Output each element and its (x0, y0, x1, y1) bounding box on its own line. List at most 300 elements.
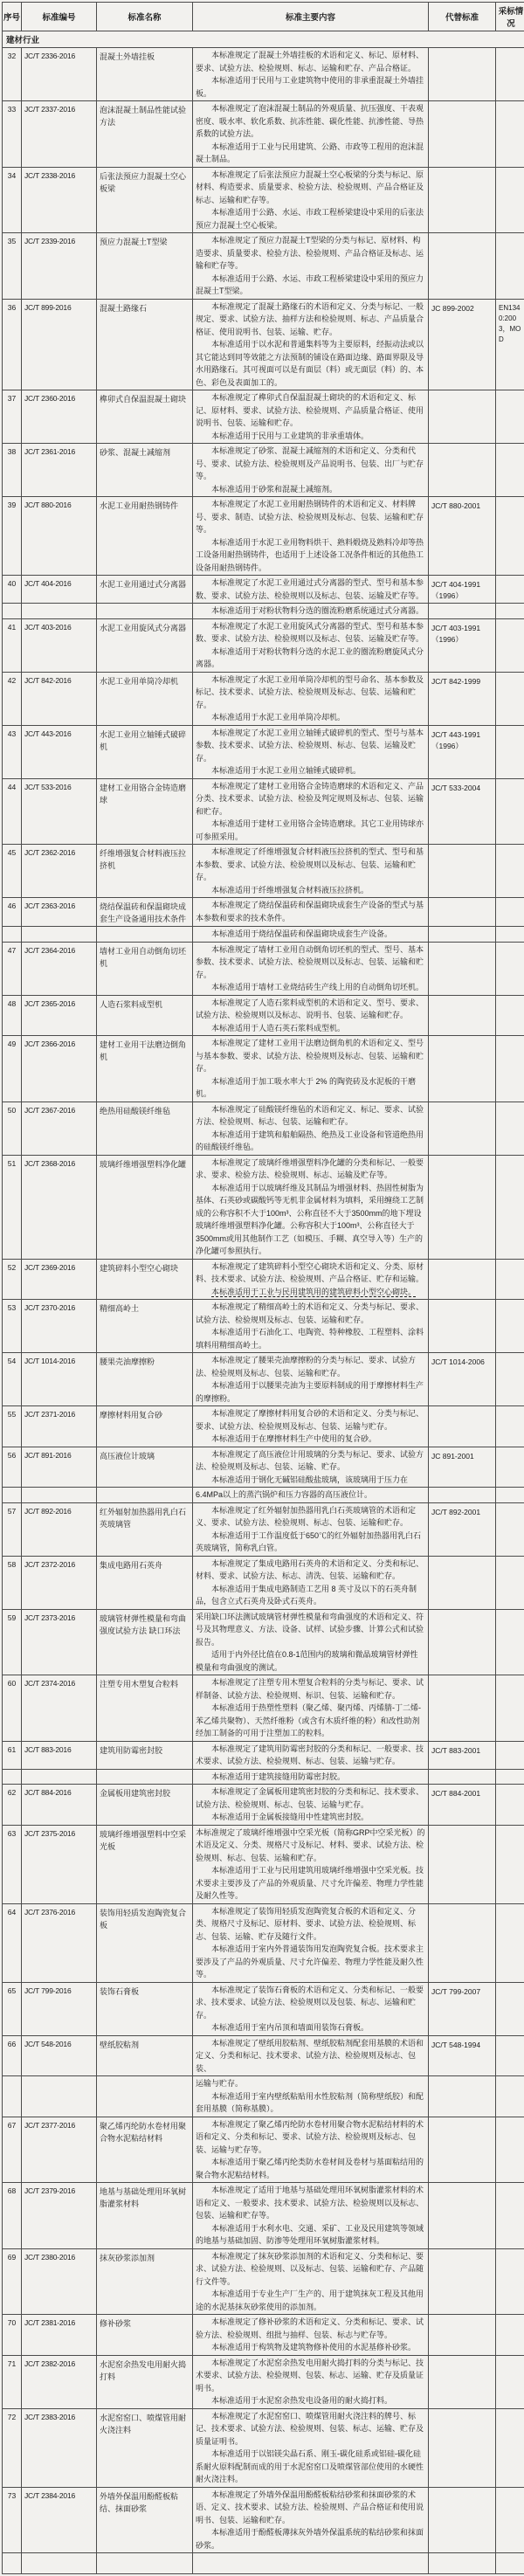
cell-seq: 60 (3, 1675, 22, 1742)
cell-standard-content (193, 1903, 429, 1982)
content-paragraph: 本标准适用于水泥工业用单筒冷却机。 (196, 711, 425, 724)
cell-standard-name: 水泥工业用旋风式分离器 (97, 618, 193, 672)
table-row (3, 2248, 524, 2315)
cell-seq: 51 (3, 1155, 22, 1259)
cell-standard-content (193, 1825, 429, 1903)
cell-standard-content (193, 2076, 429, 2117)
cell-standard-content (193, 1556, 429, 1609)
table-row-continuation (3, 927, 524, 943)
content-paragraph: 本标准规定了红外辐射加热器用乳白石英玻璃管的术语和定义、要求、试验方法、检验规则、标志、包装、运输和贮存。 (196, 1504, 425, 1530)
cell-adoption-status (496, 444, 524, 497)
content-paragraph: 本标准适用于在摩擦材料生产中使用的复合砂。 (196, 1433, 425, 1446)
column-header-replaced: 代替标准 (429, 3, 496, 31)
cell-replaced-standard: JC/T 799-2007 (429, 1982, 496, 2035)
table-row (3, 299, 524, 390)
cell-standard-content (193, 299, 429, 390)
content-paragraph: 本标准适用于工业与民用建筑用的建筑碎料小型空心砌块。 (196, 1286, 425, 1299)
table-row (3, 1982, 524, 2035)
content-paragraph: 本标准规定了金属板用建筑密封胶的分类和标记、技术要求、试验方法、检验规则、标志、包装、运输与贮存。 (196, 1785, 425, 1811)
cell-replaced-standard (429, 1488, 496, 1503)
cell-standard-number: JC/T 404-2016 (22, 576, 97, 604)
content-paragraph: 本标准规定了腰果壳油摩擦粉的分类与标记、要求、试验方法、检验规则及标志、包装、运输和贮存。 (196, 1354, 425, 1379)
content-paragraph: 本标准适用于对粉状物料分选的水泥工业的圈流粉磨旋风式分离器。 (196, 646, 425, 671)
cell-standard-name (97, 1488, 193, 1503)
cell-replaced-standard (429, 2117, 496, 2183)
cell-seq: 49 (3, 1036, 22, 1102)
content-paragraph: 本标准规定了建材工业用干法磨边倒角机的术语和定义、型号与基本参数、要求、试验方法、检验规则及标志、包装、运输和贮存。 (196, 1037, 425, 1075)
content-paragraph: 本标准适用于专业生产厂生产的、用于建筑抹灰工程及其他用途的水泥基抹灰砂浆使用的添加剂。 (196, 2288, 425, 2313)
cell-standard-name: 泡沫混凝土制品性能试验方法 (97, 101, 193, 168)
cell-standard-content (193, 48, 429, 101)
content-paragraph: 本标准规定了水泥工业用旋风式分离器的型式、型号和基本参数、要求、试验方法、检验规则以及标志、包装、运输及贮存等。 (196, 620, 425, 646)
table-row (3, 2487, 524, 2553)
content-paragraph: 本标准规定了外墙外保温用酚醛板粘结砂浆和抹面砂浆的术语、定义、技术要求、试验方法、检验规则、产品合格证和使用说明书、包装、运输和贮存。 (196, 2489, 425, 2527)
content-paragraph: 本标准规定了建筑碎料小型空心砌块术语和定义、分类、原材料、技术要求、试验方法、检验规则、产品合格证、贮存和运输。 (196, 1260, 425, 1286)
content-paragraph: 本标准规定了适用于地基与基础处理用环氧树脂灌浆材料的术语和定义、一般要求、技术要求、试验方法、检验规则以及标志、包装、运输和贮存等。 (196, 2184, 425, 2222)
cell-standard-content (193, 167, 429, 233)
cell-adoption-status (496, 2355, 524, 2408)
table-row (3, 1406, 524, 1447)
cell-standard-number: JC/T 2380-2016 (22, 2248, 97, 2315)
cell-adoption-status (496, 1825, 524, 1903)
cell-standard-content (193, 497, 429, 576)
table-row (3, 725, 524, 778)
cell-standard-content (193, 576, 429, 604)
cell-seq: 68 (3, 2183, 22, 2249)
table-row (3, 2315, 524, 2356)
cell-standard-name: 砂浆、混凝土减缩剂 (97, 444, 193, 497)
cell-adoption-status (496, 2315, 524, 2356)
cell-adoption-status (496, 576, 524, 604)
content-paragraph: 本标准规定了混凝土外墙挂板的术语和定义、标记、原材料、要求、试验方法、检验规则、标志、运输和贮存、产品合格证。 (196, 49, 425, 74)
cell-replaced-standard (429, 1036, 496, 1102)
standards-table (2, 2, 524, 2574)
cell-seq: 47 (3, 942, 22, 995)
cell-replaced-standard: JC/T 892-2001 (429, 1502, 496, 1556)
content-paragraph: 本标准适用于水泥工业用物料烘干、熟料煅烧及熟料冷却等热工设备用耐热钢铸件，也适用于上述设备工况条件相近的其他热工设备用耐热钢铸件。 (196, 536, 425, 575)
cell-adoption-status (496, 2248, 524, 2315)
content-paragraph: 本标准规定了水泥工业用耐热钢铸件的术语和定义、材料牌号、要求、制造、试验方法、检验规则及标志、包装、运输和贮存等。 (196, 498, 425, 536)
cell-replaced-standard (429, 2076, 496, 2117)
cell-seq: 73 (3, 2487, 22, 2553)
content-paragraph: 本标准适用于以水泥和普通集料等为主要原料，经振动法或以其它能达到同等效能之方法预制的铺设在路面边缘、路面界限及导水用路缘石。其可视面可以是有面层（料）或无面层（料）的、本色、彩色及表面加工的。 (196, 338, 425, 389)
cell-adoption-status (496, 1353, 524, 1406)
cell-standard-number: JC/T 2369-2016 (22, 1259, 97, 1300)
cell-seq (3, 604, 22, 619)
content-paragraph: 本标准规定了建材工业用铬合金铸造磨球的术语和定义、产品分类、技术要求、试验方法、检验及判定规则及标志、包装、运输和贮存。 (196, 780, 425, 818)
table-row (3, 1785, 524, 1826)
content-paragraph: 本标准适用于以玻璃纤维及其制品为增强材料、热固性树脂为基体、石英砂或碳酸钙等无机非金属材料为填料，采用缠绕工艺制成的公称容积不大于100m³、公称直径不大于3500mm的地下埋设玻璃纤维增强塑料净化罐。公称容积大于100m³、公称直径大于3500mm或用其他制作工艺（如模压、手糊、真空导入等）生产的净化罐可参照执行。 (196, 1182, 425, 1258)
content-paragraph: 本标准规定了水泥工业用立轴锤式破碎机的型式、型号与基本参数、技术要求、试验方法、检验规则、标志、包装、运输及贮存。 (196, 727, 425, 765)
cell-standard-name: 装饰用轻质发泡陶瓷复合板 (97, 1903, 193, 1982)
cell-standard-number: JC/T 2383-2016 (22, 2408, 97, 2487)
cell-standard-number: JC/T 2337-2016 (22, 101, 97, 168)
cell-adoption-status (496, 898, 524, 927)
cell-replaced-standard (429, 1406, 496, 1447)
cell-standard-content (193, 2035, 429, 2076)
table-row (3, 1036, 524, 1102)
table-row-continuation (3, 1488, 524, 1503)
content-paragraph: 本标准适用于构筑物及建筑物修补使用的水泥基修补砂浆。 (196, 2341, 425, 2354)
content-paragraph: 本标准规定了后张法预应力混凝土空心板梁的分类与标记、原材料、构造要求、质量要求、检验方法、检验规则、产品合格证及标志、运输和贮存等。 (196, 169, 425, 207)
cell-standard-name: 人造石浆料成型机 (97, 995, 193, 1036)
cell-adoption-status (496, 1675, 524, 1742)
cell-replaced-standard: JC/T 403-1991（1996） (429, 618, 496, 672)
cell-standard-number: JC/T 2367-2016 (22, 1102, 97, 1155)
content-paragraph: 本标准适用于工业与民用建筑用玻璃纤维增强中空采光板。技术要求主要涉及了产品的外观质量、尺寸允许偏差、物理力学性能及耐久性等。 (196, 1864, 425, 1903)
content-paragraph: 采用缺口环法测试玻璃管材弹性模量和弯曲强度的术语和定义、符号及其物理意义、方法、设备、试样、试验步骤、计算公式和试验报告。 (196, 1611, 425, 1649)
cell-replaced-standard (429, 942, 496, 995)
cell-standard-number: JC/T 2372-2016 (22, 1556, 97, 1609)
cell-standard-content (193, 942, 429, 995)
table-row (3, 1353, 524, 1406)
cell-adoption-status (496, 927, 524, 943)
cell-empty (496, 2553, 524, 2574)
cell-replaced-standard: JC/T 533-2004 (429, 778, 496, 845)
cell-standard-name: 集成电路用石英舟 (97, 1556, 193, 1609)
cell-adoption-status (496, 1406, 524, 1447)
cell-standard-number: JC/T 880-2016 (22, 497, 97, 576)
table-row (3, 995, 524, 1036)
cell-adoption-status (496, 725, 524, 778)
cell-adoption-status (496, 1447, 524, 1488)
cell-seq (3, 927, 22, 943)
cell-replaced-standard (429, 101, 496, 168)
cell-adoption-status (496, 1300, 524, 1353)
cell-standard-content (193, 995, 429, 1036)
content-paragraph: 本标准规定了注塑专用木塑复合粒料的分类与标记、要求、试样制备、试验方法、检验规则、标识、包装、运输和贮存。 (196, 1676, 425, 1702)
cell-replaced-standard (429, 995, 496, 1036)
cell-standard-name: 建材工业用干法磨边倒角机 (97, 1036, 193, 1102)
content-paragraph: 本标准适用于公路、水运、市政工程桥梁建设中采用的预应力混凝土T型梁。 (196, 273, 425, 298)
table-row (3, 1259, 524, 1300)
cell-standard-name: 装饰石膏板 (97, 1982, 193, 2035)
cell-replaced-standard: JC/T 443-1991（1996） (429, 725, 496, 778)
cell-seq: 52 (3, 1259, 22, 1300)
cell-seq: 54 (3, 1353, 22, 1406)
cell-standard-content (193, 2315, 429, 2356)
content-paragraph: 本标准规定了修补砂浆的术语和定义、分类和标记、要求、试验方法、检验规则、组批与抽样、包装、标志与贮存等。 (196, 2316, 425, 2341)
content-paragraph: 本标准适用于烧结保温砖和保温砌块成套生产设备。 (196, 928, 425, 941)
content-paragraph: 本标准规定了水泥窑窑口、喷煤管用耐火浇注料的牌号、标记、技术要求、试验方法、检验规则、包装、标志、运输、贮存及质量证明书。 (196, 2410, 425, 2448)
content-paragraph: 本标准适用于水利水电、交通、采矿、工业及民用建筑等领域的地基与基础加固、防渗等处理用环氧树脂灌浆材料。 (196, 2222, 425, 2248)
content-paragraph: 本标准规定了抹灰砂浆添加剂的术语和定义、分类和标记、要求、试验方法、检验规则、以及标志、包装、运输和贮存、产品随行文件等。 (196, 2250, 425, 2289)
cell-replaced-standard: JC/T 884-2001 (429, 1785, 496, 1826)
cell-standard-name: 预应力混凝土T型梁 (97, 233, 193, 300)
cell-standard-name: 水泥窑余热发电用耐火捣打料 (97, 2355, 193, 2408)
cell-standard-number: JC/T 2366-2016 (22, 1036, 97, 1102)
cell-replaced-standard (429, 1102, 496, 1155)
content-paragraph: 本标准适用于纤维增强复合材料液压拉挤机。 (196, 884, 425, 897)
cell-adoption-status: EN1340:2003，MOD (496, 299, 524, 390)
cell-standard-content (193, 672, 429, 725)
cell-standard-content (193, 1036, 429, 1102)
cell-seq: 42 (3, 672, 22, 725)
cell-standard-number: JC/T 2365-2016 (22, 995, 97, 1036)
cell-standard-number: JC/T 2371-2016 (22, 1406, 97, 1447)
cell-standard-name: 烧结保温砖和保温砌块成套生产设备通用技术条件 (97, 898, 193, 927)
cell-standard-number: JC/T 2382-2016 (22, 2355, 97, 2408)
cell-standard-content (193, 845, 429, 898)
cell-standard-number: JC/T 2364-2016 (22, 942, 97, 995)
cell-replaced-standard (429, 927, 496, 943)
content-paragraph: 本标准规定了预应力混凝土T型梁的分类与标记、原材料、构造要求、质量要求、检验方法、检验规则、产品合格证及标志、运输和贮存等。 (196, 234, 425, 273)
cell-standard-name: 抹灰砂浆添加剂 (97, 2248, 193, 2315)
content-paragraph: 运输与贮存。 (196, 2077, 425, 2090)
table-row-continuation (3, 2076, 524, 2117)
content-paragraph: 本标准适用于建材工业用铬合金铸造磨球。其它工业用铸球亦可参照采用。 (196, 818, 425, 843)
cell-standard-number: JC/T 2361-2016 (22, 444, 97, 497)
cell-adoption-status (496, 2117, 524, 2183)
cell-standard-content (193, 1406, 429, 1447)
table-row (3, 48, 524, 101)
cell-seq: 57 (3, 1502, 22, 1556)
cell-replaced-standard (429, 1903, 496, 1982)
cell-standard-number: JC/T 2370-2016 (22, 1300, 97, 1353)
cell-seq: 44 (3, 778, 22, 845)
table-row (3, 1447, 524, 1488)
cell-standard-name: 玻璃纤维增强塑料净化罐 (97, 1155, 193, 1259)
cell-standard-number (22, 2076, 97, 2117)
cell-replaced-standard (429, 2183, 496, 2249)
cell-standard-content (193, 927, 429, 943)
cell-adoption-status (496, 497, 524, 576)
cell-adoption-status (496, 1785, 524, 1826)
cell-standard-name: 修补砂浆 (97, 2315, 193, 2356)
cell-adoption-status (496, 942, 524, 995)
content-paragraph: 本标准规定了烧结保温砖和保温砌块成套生产设备的型式与基本参数和要求的技术条件。 (196, 899, 425, 924)
cell-adoption-status (496, 1769, 524, 1785)
cell-standard-number: JC/T 2377-2016 (22, 2117, 97, 2183)
content-paragraph: 本标准规定了硅酸镁纤维毡的术语和定义、标记、要求、试验方法、检验规则、标志、包装、运输和贮存。 (196, 1103, 425, 1129)
cell-empty (3, 2553, 22, 2574)
cell-standard-number: JC/T 548-2016 (22, 2035, 97, 2076)
cell-adoption-status (496, 1488, 524, 1503)
content-paragraph: 本标准规定了墙材工业用自动倒角切坯机的型式、型号、基本参数、技术要求、试验方法、检验规则以及标志、包装、运输和贮存。 (196, 943, 425, 982)
table-row (3, 2355, 524, 2408)
table-row (3, 1825, 524, 1903)
cell-standard-name: 榫卯式自保温混凝土砌块 (97, 390, 193, 444)
content-paragraph: 本标准适用于工作温度低于650℃的红外辐射加热器用乳白石英玻璃管，简称乳白管。 (196, 1530, 425, 1555)
cell-adoption-status (496, 1155, 524, 1259)
content-paragraph: 本标准适用于室内吊顶和墙面用装饰石膏板。 (196, 2021, 425, 2034)
column-header-content: 标准主要内容 (193, 3, 429, 31)
cell-replaced-standard: JC/T 548-1994 (429, 2035, 496, 2076)
table-row (3, 1609, 524, 1675)
cell-seq: 66 (3, 2035, 22, 2076)
cell-standard-content (193, 1300, 429, 1353)
cell-standard-number: JC/T 2338-2016 (22, 167, 97, 233)
column-header-code: 标准编号 (22, 3, 97, 31)
cell-standard-number: JC/T 2376-2016 (22, 1903, 97, 1982)
cell-empty (429, 2553, 496, 2574)
cell-standard-name: 腰果壳油摩擦粉 (97, 1353, 193, 1406)
content-paragraph: 本标准适用于工业与民用建筑、公路、市政等工程用的泡沫混凝土制品。 (196, 141, 425, 166)
cell-replaced-standard: JC 891-2001 (429, 1447, 496, 1488)
content-paragraph: 本标准规定了摩擦材料用复合砂的术语和定义、分类与标记、要求、试验方法、检验规则及标志、包装、运输与贮存。 (196, 1407, 425, 1433)
cell-standard-name: 聚乙烯丙纶防水卷材用聚合物水泥粘结材料 (97, 2117, 193, 2183)
cell-standard-content (193, 898, 429, 927)
table-row (3, 1903, 524, 1982)
cell-adoption-status (496, 1259, 524, 1300)
cell-standard-number (22, 927, 97, 943)
cell-standard-content (193, 1259, 429, 1300)
content-paragraph: 本标准规定了水泥窑余热发电用耐火捣打料的分类与标记、技术要求、试验方法、检验规则、包装、标志、运输、贮存及质量证明书。 (196, 2357, 425, 2395)
cell-seq: 63 (3, 1825, 22, 1903)
cell-adoption-status (496, 604, 524, 619)
cell-replaced-standard (429, 444, 496, 497)
cell-seq: 35 (3, 233, 22, 300)
cell-replaced-standard (429, 2315, 496, 2356)
cell-adoption-status (496, 995, 524, 1036)
content-paragraph: 本标准规定了人造石浆料成型机的术语和定义、型号、要求、试验方法、检验规则以及标志、说明书、包装、运输和贮存。 (196, 997, 425, 1022)
cell-replaced-standard (429, 390, 496, 444)
cell-standard-number: JC/T 884-2016 (22, 1785, 97, 1826)
cell-standard-number (22, 1488, 97, 1503)
content-paragraph: 本标准适用于以铝镁尖晶石系、刚玉-碳化硅系或铝硅-碳化硅系耐火原料配制而成的用于水泥窑窑口及喷煤管部位使用的水硬性耐火浇注料。 (196, 2448, 425, 2486)
column-header-adoption: 采标情况 (496, 3, 524, 31)
content-paragraph: 本标准适用于水泥工业用立轴锤式破碎机。 (196, 764, 425, 777)
content-paragraph: 本标准适用于民用与工业建筑物中使用的非承重混凝土外墙挂板。 (196, 74, 425, 100)
cell-standard-number: JC/T 883-2016 (22, 1741, 97, 1769)
cell-seq: 69 (3, 2248, 22, 2315)
cell-standard-name: 水泥工业用立轴锤式破碎机 (97, 725, 193, 778)
cell-standard-name: 精细高岭土 (97, 1300, 193, 1353)
cell-standard-number: JC/T 2379-2016 (22, 2183, 97, 2249)
table-row (3, 167, 524, 233)
content-paragraph: 本标准规定了泡沫混凝土制品的外观质量、抗压强度、干表观密度、吸水率、软化系数、抗冻性能、碳化性能、抗渗性能、导热系数的试验方法。 (196, 102, 425, 141)
cell-standard-number (22, 604, 97, 619)
content-paragraph: 6.4MPa以上的蒸汽锅炉和压力容器的高压液位计。 (196, 1488, 425, 1502)
cell-standard-content (193, 1353, 429, 1406)
cell-replaced-standard: JC/T 404-1991（1996） (429, 576, 496, 604)
cell-seq: 65 (3, 1982, 22, 2035)
content-paragraph: 本标准适用于对粉状物料分选的圈流粉磨系统通过式分离器。 (196, 604, 425, 618)
table-row (3, 898, 524, 927)
table-row (3, 1741, 524, 1769)
cell-standard-content (193, 1502, 429, 1556)
cell-standard-number: JC/T 891-2016 (22, 1447, 97, 1488)
cell-standard-content (193, 390, 429, 444)
cell-seq: 67 (3, 2117, 22, 2183)
table-row (3, 444, 524, 497)
cell-adoption-status (496, 2183, 524, 2249)
content-paragraph: 本标准适用于室内外普通装饰用发泡陶瓷复合板。技术要求主要涉及了产品的外观质量、尺寸允许偏差、物理力学性能及耐久性等。 (196, 1943, 425, 1981)
cell-replaced-standard (429, 1825, 496, 1903)
cell-standard-content (193, 1741, 429, 1769)
cell-standard-name: 墙材工业用自动倒角切坯机 (97, 942, 193, 995)
cell-standard-name (97, 604, 193, 619)
cell-empty (97, 2553, 193, 2574)
content-paragraph: 适用于内外径比值在0.8-1范围内的玻璃和微晶玻璃管材弹性模量和弯曲强度的测试。 (196, 1648, 425, 1674)
cell-standard-content (193, 2248, 429, 2315)
cell-replaced-standard (429, 1675, 496, 1742)
cell-standard-content (193, 2355, 429, 2408)
cell-replaced-standard (429, 167, 496, 233)
cell-replaced-standard (429, 233, 496, 300)
cell-seq: 50 (3, 1102, 22, 1155)
cell-replaced-standard: JC/T 842-1999 (429, 672, 496, 725)
cell-adoption-status (496, 2487, 524, 2553)
cell-standard-content (193, 1769, 429, 1785)
cell-empty (22, 2553, 97, 2574)
cell-standard-content (193, 1488, 429, 1503)
cell-seq: 33 (3, 101, 22, 168)
cell-replaced-standard: JC 899-2002 (429, 299, 496, 390)
cell-standard-number: JC/T 403-2016 (22, 618, 97, 672)
cell-standard-number: JC/T 2373-2016 (22, 1609, 97, 1675)
content-paragraph: 本标准规定了壁纸用胶粘剂、壁纸胶粘剂配套用基膜的术语和定义、分类和标记、技术要求、试验方法、检验规则及标志、包装、 (196, 2037, 425, 2075)
content-paragraph: 本标准规定了聚乙烯丙纶防水卷材用聚合物水泥粘结材料的术语和定义、分类和标记、要求、试验方法、检验规则及标志、包装、运输与贮存等。 (196, 2118, 425, 2157)
cell-standard-name: 水泥工业用耐热钢铸件 (97, 497, 193, 576)
cell-seq: 36 (3, 299, 22, 390)
table-row (3, 1300, 524, 1353)
cell-seq: 64 (3, 1903, 22, 1982)
cell-adoption-status (496, 845, 524, 898)
cell-adoption-status (496, 1502, 524, 1556)
cell-standard-name: 金属板用建筑密封胶 (97, 1785, 193, 1826)
cell-adoption-status (496, 1036, 524, 1102)
table-row (3, 1502, 524, 1556)
cell-replaced-standard (429, 48, 496, 101)
cell-replaced-standard (429, 1769, 496, 1785)
column-header-name: 标准名称 (97, 3, 193, 31)
cell-standard-name: 混凝土外墙挂板 (97, 48, 193, 101)
cell-standard-content (193, 1675, 429, 1742)
content-paragraph: 本标准适用于公路、水运、市政工程桥梁建设中采用的后张法预应力混凝土空心板梁。 (196, 206, 425, 231)
table-row (3, 778, 524, 845)
table-row (3, 101, 524, 168)
cell-seq (3, 1488, 22, 1503)
content-paragraph: 本标准适用于聚乙烯丙纶类防水卷材间及卷材与基面粘结用的聚合物水泥粘结材料。 (196, 2156, 425, 2181)
cell-standard-content (193, 1102, 429, 1155)
table-row-continuation (3, 1769, 524, 1785)
table-header (3, 3, 524, 31)
content-paragraph: 本标准适用于建筑接缝用防霉密封胶。 (196, 1771, 425, 1784)
cell-standard-name (97, 1769, 193, 1785)
cell-seq: 55 (3, 1406, 22, 1447)
cell-standard-name: 外墙外保温用酚醛板粘结、抹面砂浆 (97, 2487, 193, 2553)
cell-standard-name: 建材工业用铬合金铸造磨球 (97, 778, 193, 845)
content-paragraph: 本标准规定了装饰石膏板的术语和定义、分类和标记、一般要求、技术要求、试验方法、检验规则以及包装、标志、运输和贮存。 (196, 1984, 425, 2022)
cell-standard-content (193, 1982, 429, 2035)
table-row (3, 390, 524, 444)
content-paragraph: 本标准规定了精细高岭土的术语和定义、分类与标记、要求、试验方法、检验规则及标志、包装、运输和贮存。 (196, 1301, 425, 1326)
content-paragraph: 本标准规定了装饰用轻质发泡陶瓷复合板的术语和定义、分类、规格尺寸及标记、原材料、要求、试验方法、检验规则、标志、包装、运输、贮存及随行文件。 (196, 1905, 425, 1944)
table-row (3, 2035, 524, 2076)
cell-seq: 45 (3, 845, 22, 898)
cell-adoption-status (496, 2035, 524, 2076)
content-paragraph: 本标准适用于热塑性塑料（聚乙烯、聚丙烯、丙烯腈-丁二烯-苯乙烯共聚物）、天然纤维粉（或含有木质纤维的粉）和改性助剂经加工制备的可用于注塑加工的粒料。 (196, 1702, 425, 1740)
cell-seq (3, 1769, 22, 1785)
cell-standard-content (193, 444, 429, 497)
content-paragraph: 本标准适用于室内壁纸粘贴用水性胶粘剂（简称壁纸胶）和配套用基膜（简称基膜）。 (196, 2090, 425, 2116)
cell-standard-content (193, 1609, 429, 1675)
cell-seq (3, 2076, 22, 2117)
content-paragraph: 本标准规定了混凝土路缘石的术语和定义、分类与标记、一般规定、要求、试验方法、抽样方法和检验规则、标志、产品质量合格证、使用说明书、包装、运输、贮存。 (196, 300, 425, 339)
table-row (3, 497, 524, 576)
cell-adoption-status (496, 390, 524, 444)
cell-standard-name: 混凝土路缘石 (97, 299, 193, 390)
cell-standard-number: JC/T 533-2016 (22, 778, 97, 845)
content-paragraph: 本标准适用于建筑和船舶隔热、绝热及工业设备和管道绝热用的硅酸镁纤维毡。 (196, 1129, 425, 1154)
cell-standard-name: 水泥窑窑口、喷煤管用耐火浇注料 (97, 2408, 193, 2487)
cell-standard-name: 纤维增强复合材料液压拉挤机 (97, 845, 193, 898)
content-paragraph: 本标准适用于石油化工、电陶瓷、特种橡胶、工程塑料、涂料填料用精细高岭土。 (196, 1326, 425, 1351)
cell-adoption-status (496, 48, 524, 101)
content-paragraph: 本标准适用于墙材工业烧结砖生产线上用的自动倒角切坯机。 (196, 981, 425, 994)
cell-replaced-standard (429, 1300, 496, 1353)
